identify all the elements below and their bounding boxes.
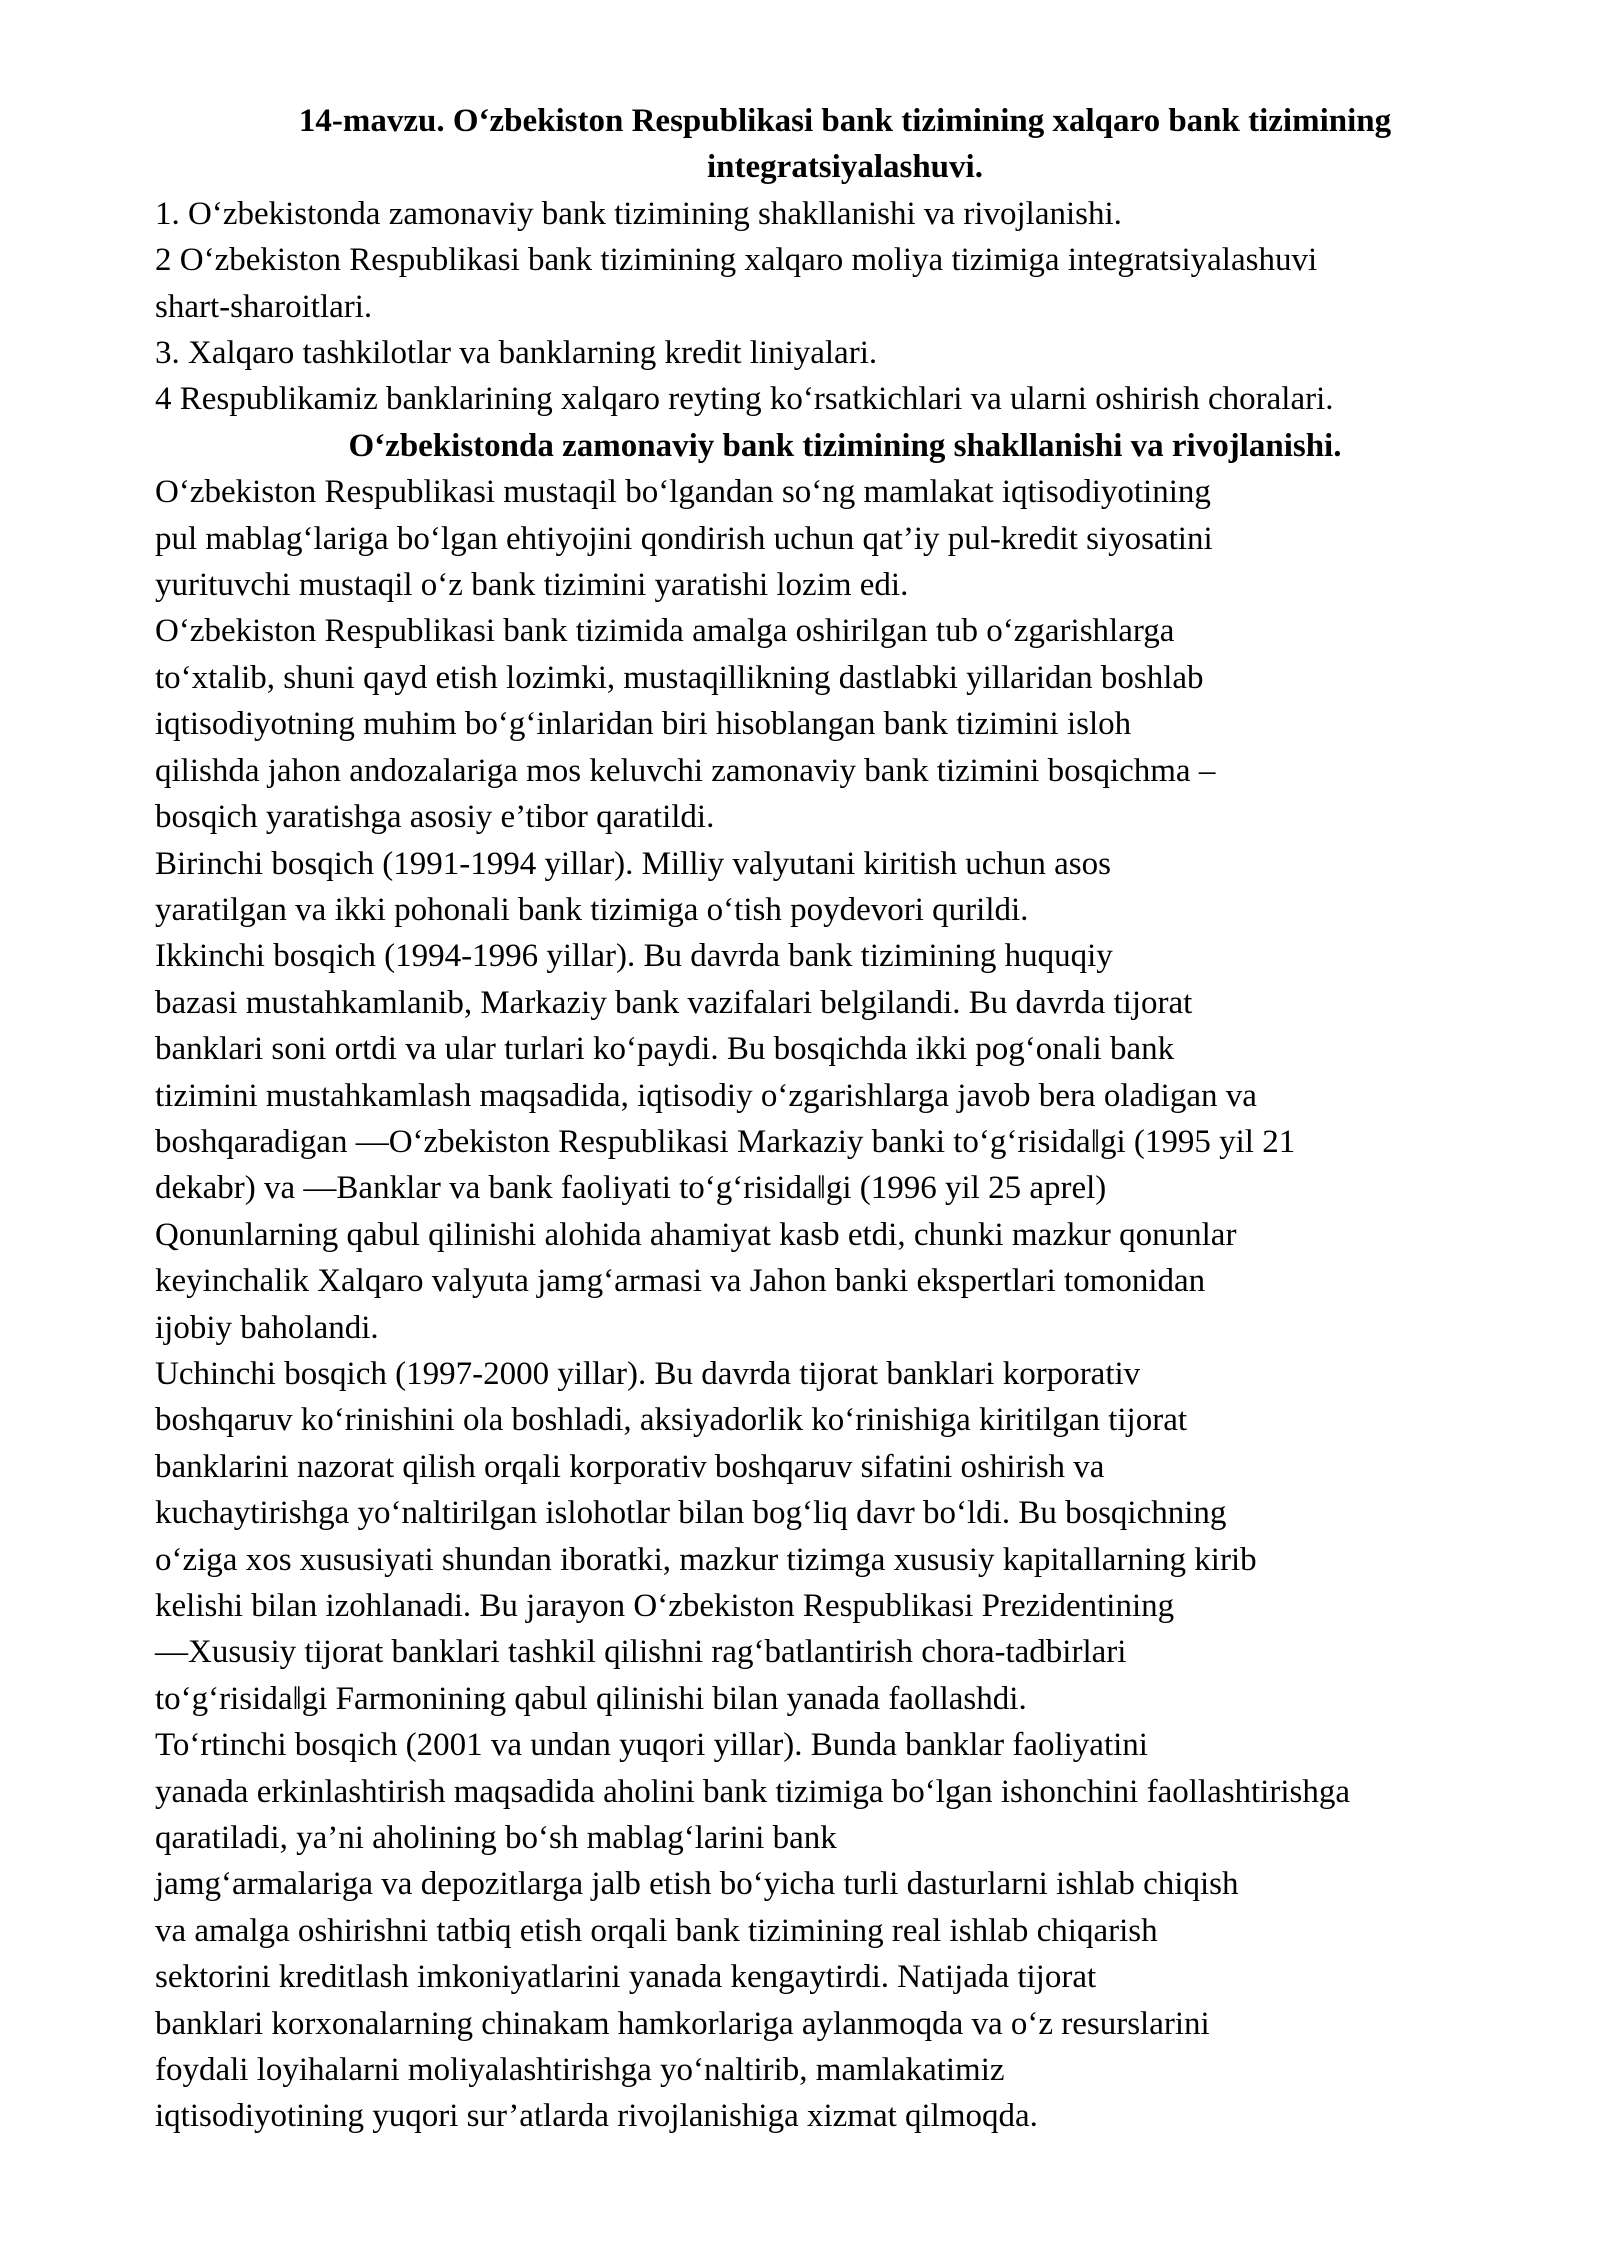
body-line: boshqaradigan ―O‘zbekiston Respublikasi Markaziy banki to‘g‘risida‖gi (1995 yil 21	[155, 1123, 1296, 1160]
body-line: O‘zbekiston Respublikasi bank tizimida amalga oshirilgan tub o‘zgarishlarga	[155, 613, 1175, 650]
body-line: sektorini kreditlash imkoniyatlarini yanada kengaytirdi. Natijada tijorat	[155, 1959, 1097, 1996]
document-page	[155, 98, 1535, 2140]
title-line: 14-mavzu. O‘zbekiston Respublikasi bank tizimining xalqaro bank tizimining	[298, 103, 1392, 139]
body-line: ijobiy baholandi.	[155, 1309, 379, 1346]
body-line: qaratiladi, ya’ni aholining bo‘sh mablag‘larini bank	[155, 1820, 837, 1857]
body-line: Qonunlarning qabul qilinishi alohida ahamiyat kasb etdi, chunki mazkur qonunlar	[155, 1216, 1237, 1253]
body-line: iqtisodiyotning muhim bo‘g‘inlaridan biri hisoblangan bank tizimini isloh	[155, 706, 1132, 743]
body-line: o‘ziga xos xususiyati shundan iboratki, mazkur tizimga xususiy kapitallarning kirib	[155, 1541, 1257, 1578]
body-line: pul mablag‘lariga bo‘lgan ehtiyojini qondirish uchun qat’iy pul-kredit siyosatini	[155, 520, 1213, 557]
body-line: tizimini mustahkamlash maqsadida, iqtisodiy o‘zgarishlarga javob bera oladigan va	[155, 1077, 1257, 1114]
outline-item: 1. O‘zbekistonda zamonaviy bank tizimining shakllanishi va rivojlanishi.	[155, 195, 1122, 232]
outline-item: shart-sharoitlari.	[155, 288, 373, 325]
body-line: Uchinchi bosqich (1997-2000 yillar). Bu davrda tijorat banklari korporativ	[155, 1355, 1141, 1392]
body-line: banklari soni ortdi va ular turlari ko‘paydi. Bu bosqichda ikki pog‘onali bank	[155, 1031, 1175, 1068]
body-line: bosqich yaratishga asosiy e’tibor qaratildi.	[155, 799, 715, 836]
outline-item: 4 Respublikamiz banklarining xalqaro reyting ko‘rsatkichlari va ularni oshirish choralari.	[155, 381, 1334, 418]
body-line: dekabr) va ―Banklar va bank faoliyati to‘g‘risida‖gi (1996 yil 25 aprel)	[155, 1170, 1107, 1207]
body-line: jamg‘armalariga va depozitlarga jalb etish bo‘yicha turli dasturlarni ishlab chiqish	[155, 1866, 1239, 1903]
body-line: bazasi mustahkamlanib, Markaziy bank vazifalari belgilandi. Bu davrda tijorat	[155, 984, 1193, 1021]
body-line: kuchaytirishga yo‘naltirilgan islohotlar bilan bog‘liq davr bo‘ldi. Bu bosqichning	[155, 1495, 1227, 1532]
body-line: yurituvchi mustaqil o‘z bank tizimini yaratishi lozim edi.	[155, 567, 909, 604]
body-line: banklari korxonalarning chinakam hamkorlariga aylanmoqda va o‘z resurslarini	[155, 2005, 1210, 2042]
document-title	[155, 98, 1535, 191]
body-line: foydali loyihalarni moliyalashtirishga yo‘naltirib, mamlakatimiz	[155, 2052, 1005, 2089]
section-heading: O‘zbekistonda zamonaviy bank tizimining shakllanishi va rivojlanishi.	[348, 427, 1342, 464]
body-line: Birinchi bosqich (1991-1994 yillar). Milliy valyutani kiritish uchun asos	[155, 845, 1111, 882]
body-text	[155, 469, 1535, 2140]
outline-item: 2 O‘zbekiston Respublikasi bank tizimining xalqaro moliya tizimiga integratsiyalashuvi	[155, 242, 1318, 279]
outline-list	[155, 191, 1535, 423]
body-line: boshqaruv ko‘rinishini ola boshladi, aksiyadorlik ko‘rinishiga kiritilgan tijorat	[155, 1402, 1188, 1439]
body-line: yaratilgan va ikki pohonali bank tizimiga o‘tish poydevori qurildi.	[155, 891, 1029, 928]
body-line: to‘xtalib, shuni qayd etish lozimki, mustaqillikning dastlabki yillaridan boshlab	[155, 659, 1204, 696]
body-line: qilishda jahon andozalariga mos keluvchi zamonaviy bank tizimini bosqichma –	[155, 752, 1216, 789]
body-line: yanada erkinlashtirish maqsadida aholini bank tizimiga bo‘lgan ishonchini faollashtirishga	[155, 1773, 1351, 1810]
body-line: O‘zbekiston Respublikasi mustaqil bo‘lgandan so‘ng mamlakat iqtisodiyotining	[155, 474, 1211, 511]
body-line: banklarini nazorat qilish orqali korporativ boshqaruv sifatini oshirish va	[155, 1448, 1105, 1485]
body-line: ―Xususiy tijorat banklari tashkil qilishni rag‘batlantirish chora-tadbirlari	[155, 1634, 1127, 1671]
body-line: To‘rtinchi bosqich (2001 va undan yuqori yillar). Bunda banklar faoliyatini	[155, 1727, 1148, 1764]
body-line: keyinchalik Xalqaro valyuta jamg‘armasi va Jahon banki ekspertlari tomonidan	[155, 1263, 1206, 1300]
body-line: to‘g‘risida‖gi Farmonining qabul qilinishi bilan yanada faollashdi.	[155, 1680, 1027, 1717]
body-line: iqtisodiyotining yuqori sur’atlarda rivojlanishiga xizmat qilmoqda.	[155, 2098, 1038, 2135]
title-line: integratsiyalashuvi.	[707, 149, 983, 186]
body-line: va amalga oshirishni tatbiq etish orqali bank tizimining real ishlab chiqarish	[155, 1912, 1158, 1949]
outline-item: 3. Xalqaro tashkilotlar va banklarning kredit liniyalari.	[155, 335, 878, 372]
body-line: Ikkinchi bosqich (1994-1996 yillar). Bu davrda bank tizimining huquqiy	[155, 938, 1113, 975]
body-line: kelishi bilan izohlanadi. Bu jarayon O‘zbekiston Respublikasi Prezidentining	[155, 1588, 1175, 1624]
